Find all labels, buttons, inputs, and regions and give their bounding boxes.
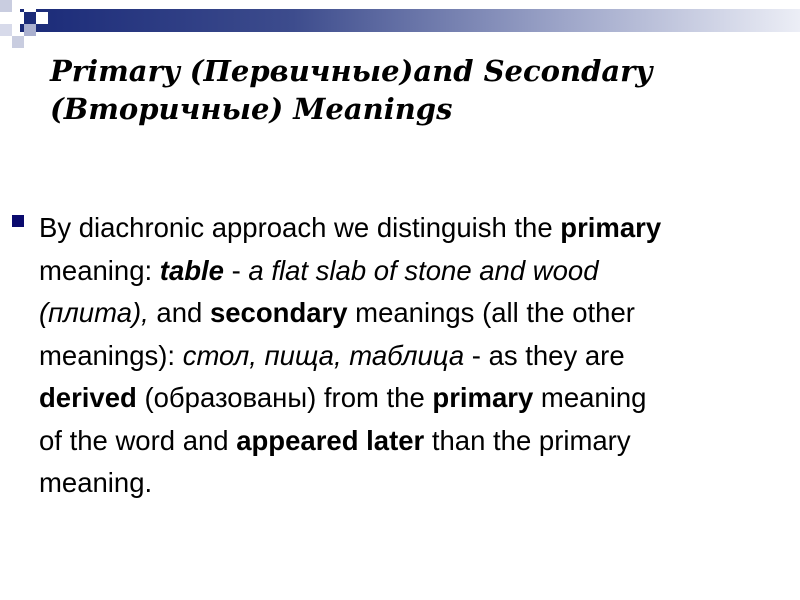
body-line-4 xyxy=(39,335,789,378)
title-line-2: (Вторичные) Meanings xyxy=(50,92,453,126)
decor-square xyxy=(12,12,24,24)
decor-square xyxy=(0,0,12,12)
bullet-paragraph xyxy=(39,207,789,505)
italic-translation: (плита), xyxy=(39,297,149,328)
body-text-segment: meaning: xyxy=(39,254,160,286)
body-text-segment: (образованы) from the xyxy=(136,382,433,413)
decor-square xyxy=(0,24,12,36)
body-text-segment: of the word and xyxy=(39,424,237,456)
body-text-segment: meaning. xyxy=(39,467,153,498)
decor-square xyxy=(24,0,36,12)
body-text-segment: than the primary xyxy=(424,424,631,456)
body-text-segment: and xyxy=(148,297,210,328)
body-line-5 xyxy=(39,377,789,420)
body-text-segment: meaning xyxy=(533,382,647,413)
bold-term-derived: derived xyxy=(39,382,137,413)
body-line-3 xyxy=(39,292,789,335)
title-line-1: Primary (Первичные)and Secondary xyxy=(50,54,653,88)
italic-examples: стол, пища, таблица xyxy=(182,339,465,371)
top-gradient-bar xyxy=(20,9,800,32)
bold-term-primary: primary xyxy=(560,212,662,243)
body-line-6 xyxy=(39,420,789,463)
body-text-segment: - xyxy=(223,254,249,286)
body-text-segment: meanings (all the other xyxy=(347,297,635,328)
bold-term-secondary: secondary xyxy=(209,297,348,328)
italic-definition: a flat slab of stone and wood xyxy=(248,254,599,286)
slide-title xyxy=(50,52,770,128)
body-line-2 xyxy=(39,250,789,293)
square-bullet-icon xyxy=(12,215,24,227)
body-text-segment: meanings): xyxy=(39,339,183,371)
body-text-segment: By diachronic approach we distinguish the xyxy=(39,212,561,243)
body-text-segment: - as they are xyxy=(464,339,625,371)
decor-square xyxy=(24,24,36,36)
decor-square xyxy=(36,12,48,24)
body-line-1 xyxy=(39,207,789,250)
bold-italic-term-table: table xyxy=(159,254,224,286)
bold-term-primary: primary xyxy=(432,382,534,413)
decor-square xyxy=(12,36,24,48)
body-line-7 xyxy=(39,462,789,505)
bold-term-appeared-later: appeared later xyxy=(236,424,425,456)
